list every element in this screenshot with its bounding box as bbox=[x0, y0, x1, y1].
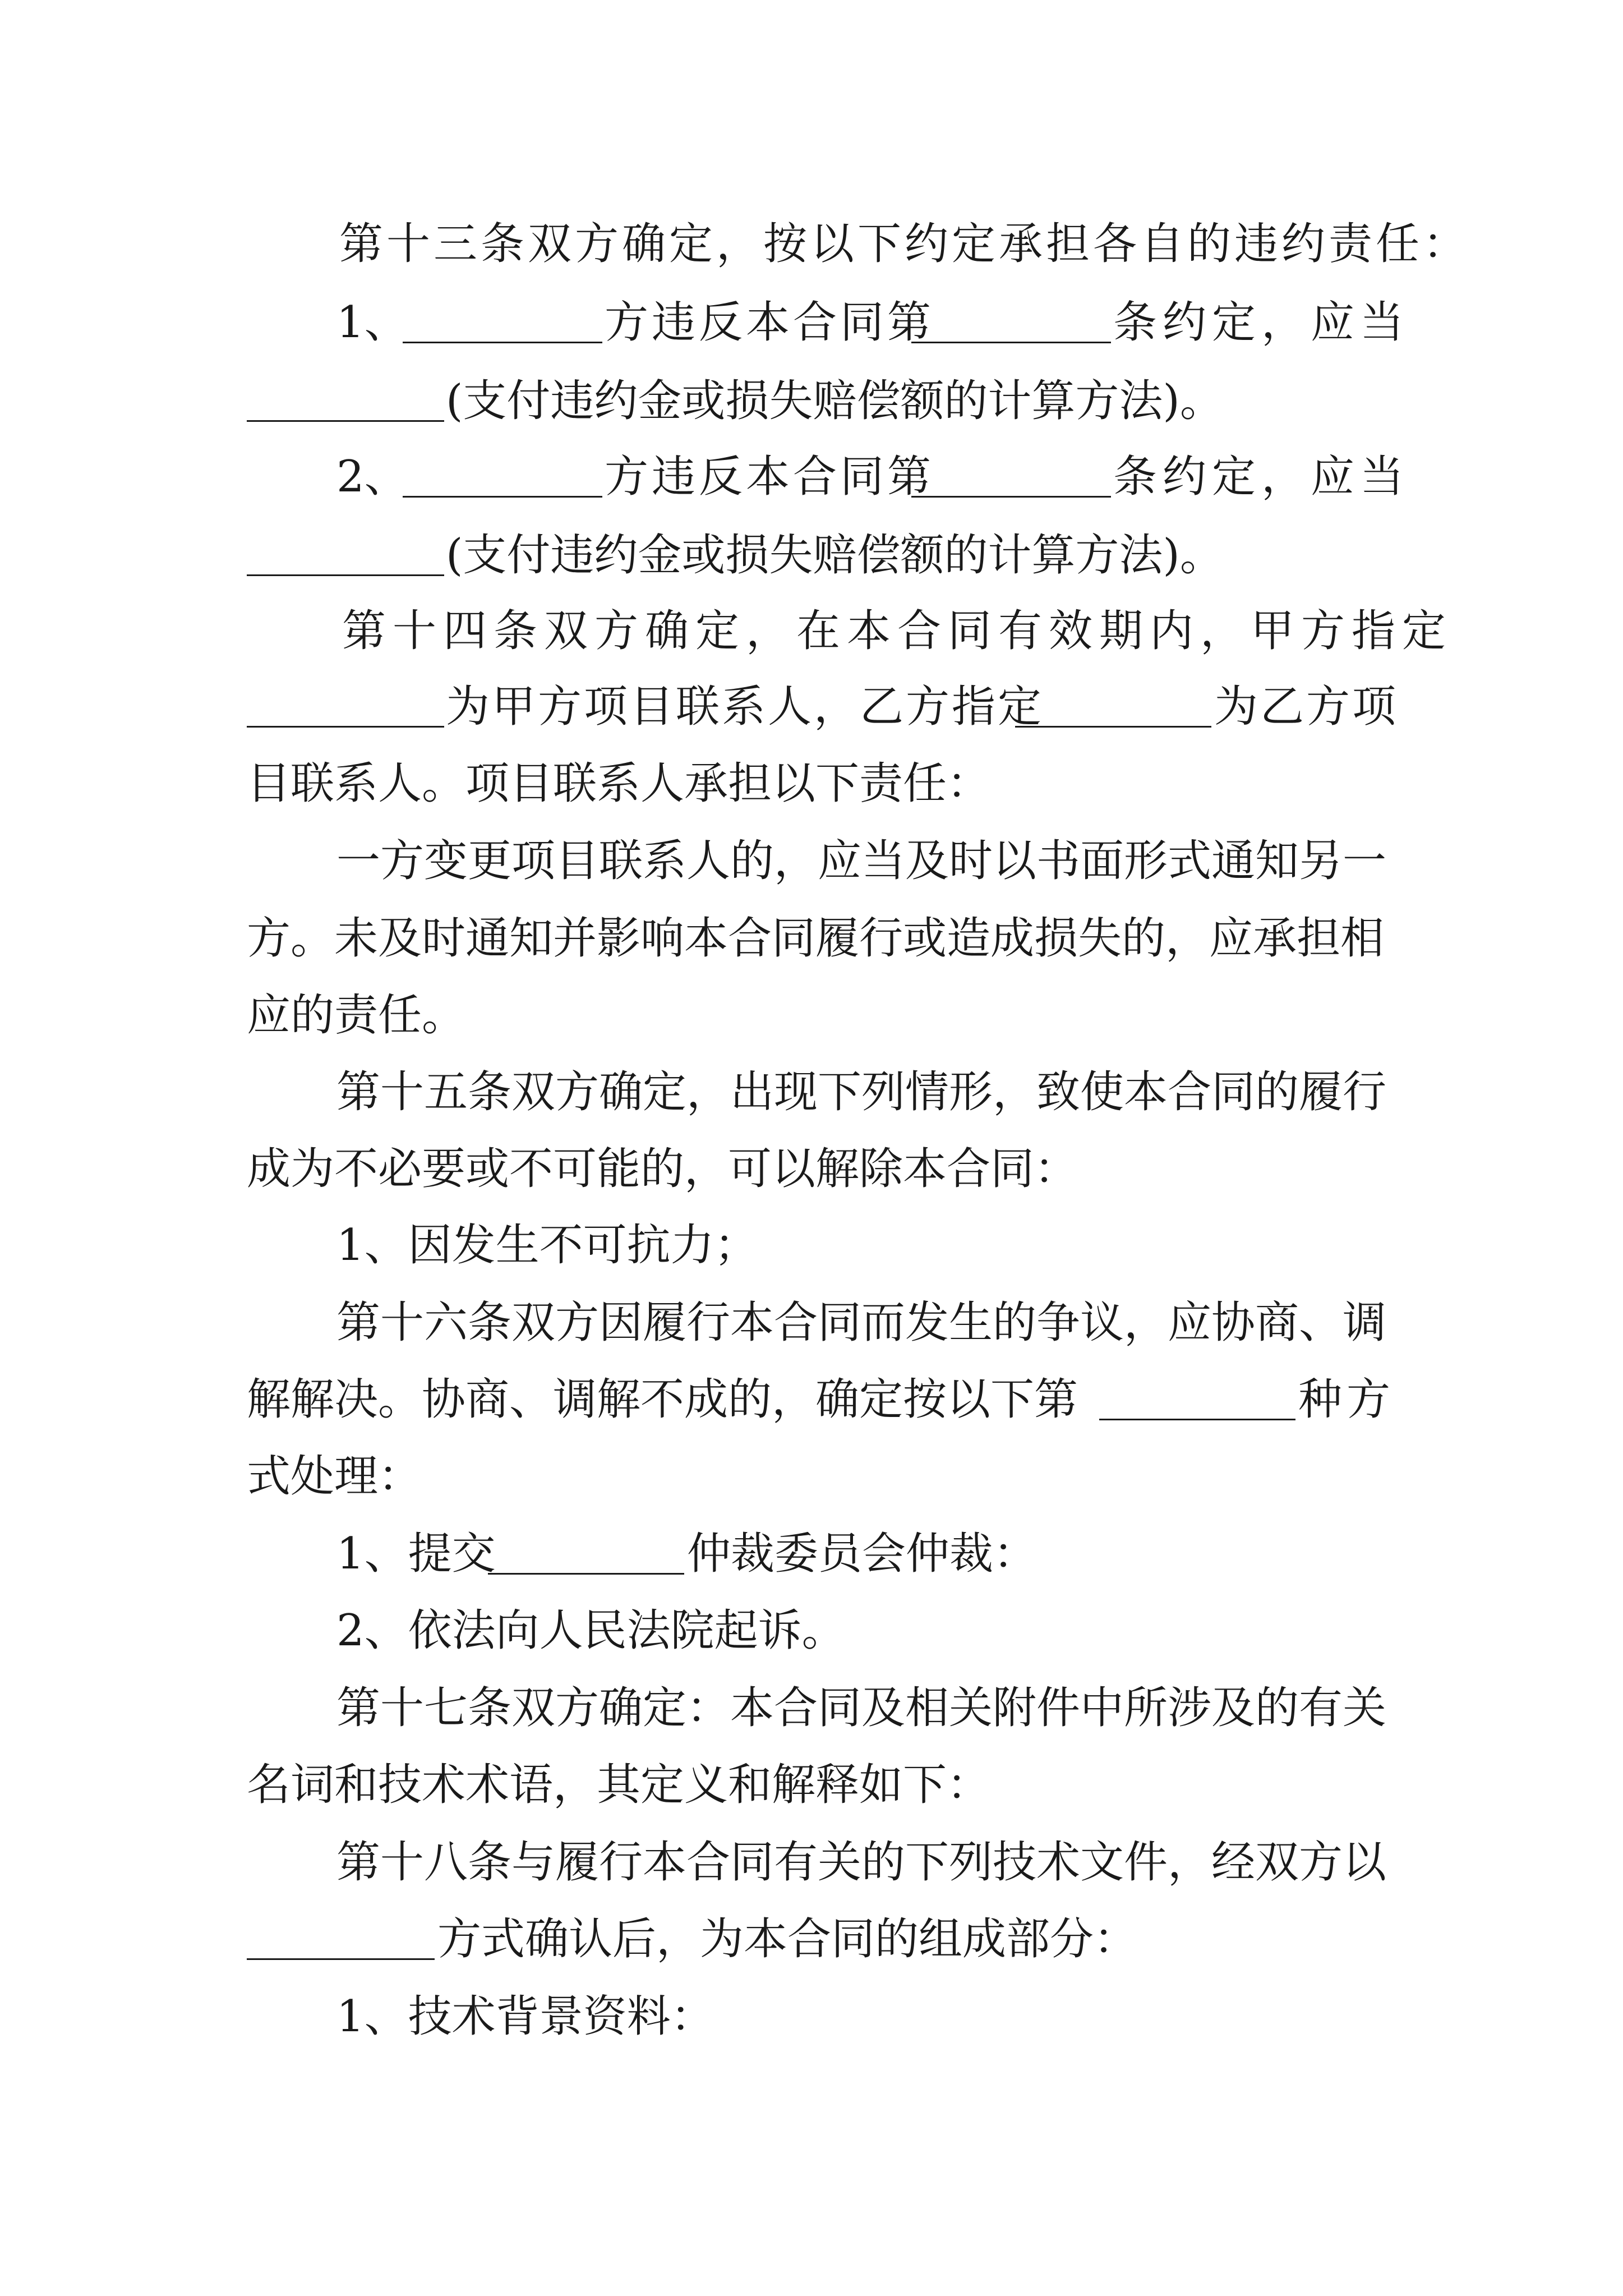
item-number: 1、 bbox=[336, 297, 408, 348]
article-18-title: 第十八条与履行本合同有关的下列技术文件，经双方以 bbox=[336, 1837, 1387, 1888]
article-15-title: 第十五条双方确定，出现下列情形，致使本合同的履行 bbox=[336, 1067, 1387, 1117]
text-segment: 方式确认后，为本合同的组成部分： bbox=[437, 1914, 1138, 1964]
text-line bbox=[0, 205, 1623, 283]
blank-field bbox=[488, 1573, 684, 1575]
blank-field bbox=[403, 342, 602, 343]
blank-field bbox=[1015, 726, 1211, 728]
text-line bbox=[0, 1515, 1623, 1593]
text-segment: 为乙方项 bbox=[1214, 682, 1399, 732]
text-segment: 条约定，应当 bbox=[1113, 297, 1410, 348]
blank-field bbox=[1099, 1419, 1295, 1420]
text-line bbox=[0, 668, 1623, 746]
blank-field bbox=[247, 574, 444, 576]
blank-field bbox=[403, 496, 602, 498]
text-line bbox=[0, 516, 1623, 595]
blank-field bbox=[911, 496, 1111, 498]
blank-field bbox=[247, 726, 444, 728]
article-16-title: 第十六条双方因履行本合同而发生的争议，应协商、调 bbox=[336, 1297, 1387, 1348]
article-17-title: 第十七条双方确定：本合同及相关附件中所涉及的有关 bbox=[336, 1683, 1387, 1733]
text-line bbox=[0, 283, 1623, 362]
blank-field bbox=[247, 1958, 435, 1960]
text-segment: 目联系人。项目联系人承担以下责任： bbox=[247, 758, 991, 809]
text-segment: 方违反本合同第 bbox=[605, 452, 935, 502]
text-segment: 1、提交 bbox=[336, 1529, 496, 1579]
text-line bbox=[0, 592, 1623, 670]
text-segment: 一方变更项目联系人的，应当及时以书面形式通知另一 bbox=[336, 836, 1387, 886]
text-line bbox=[0, 899, 1623, 978]
text-line bbox=[0, 744, 1623, 823]
text-segment: 仲裁委员会仲裁： bbox=[687, 1529, 1038, 1579]
text-line bbox=[0, 1053, 1623, 1131]
text-line bbox=[0, 1283, 1623, 1362]
text-line bbox=[0, 438, 1623, 516]
blank-field bbox=[247, 420, 444, 422]
text-line bbox=[0, 1977, 1623, 2056]
text-segment: 方。未及时通知并影响本合同履行或造成损失的，应承担相 bbox=[247, 913, 1385, 964]
text-line bbox=[0, 822, 1623, 900]
text-segment: 1、技术背景资料： bbox=[336, 1991, 714, 2042]
text-segment: 方违反本合同第 bbox=[605, 297, 935, 348]
text-segment: 名词和技术术语，其定义和解释如下： bbox=[247, 1760, 991, 1810]
text-line bbox=[0, 1360, 1623, 1439]
article-13-title: 第十三条双方确定，按以下约定承担各自的违约责任： bbox=[339, 219, 1470, 269]
text-line bbox=[0, 1130, 1623, 1208]
blank-field bbox=[911, 342, 1111, 343]
text-segment: 为甲方项目联系人，乙方指定 bbox=[446, 682, 1044, 732]
text-segment: (支付违约金或损失赔偿额的计算方法)。 bbox=[446, 530, 1224, 581]
text-line bbox=[0, 362, 1623, 440]
text-segment: 2、依法向人民法院起诉。 bbox=[336, 1605, 846, 1656]
text-line bbox=[0, 1669, 1623, 1747]
article-14-title: 第十四条双方确定，在本合同有效期内，甲方指定 bbox=[342, 606, 1453, 656]
text-segment: 解解决。协商、调解不成的，确定按以下第 bbox=[247, 1374, 1078, 1425]
text-line bbox=[0, 976, 1623, 1055]
text-line bbox=[0, 1823, 1623, 1902]
text-segment: 式处理： bbox=[247, 1451, 422, 1502]
text-segment: (支付违约金或损失赔偿额的计算方法)。 bbox=[446, 376, 1224, 426]
text-line bbox=[0, 1900, 1623, 1978]
text-line bbox=[0, 1437, 1623, 1516]
text-line bbox=[0, 1591, 1623, 1670]
text-line bbox=[0, 1746, 1623, 1824]
item-number: 2、 bbox=[336, 452, 408, 502]
text-segment: 种方 bbox=[1298, 1374, 1395, 1425]
text-segment: 条约定，应当 bbox=[1113, 452, 1410, 502]
text-line bbox=[0, 1206, 1623, 1285]
text-segment: 成为不必要或不可能的，可以解除本合同： bbox=[247, 1144, 1078, 1194]
text-segment: 应的责任。 bbox=[247, 990, 466, 1041]
text-segment: 1、因发生不可抗力； bbox=[336, 1220, 758, 1271]
